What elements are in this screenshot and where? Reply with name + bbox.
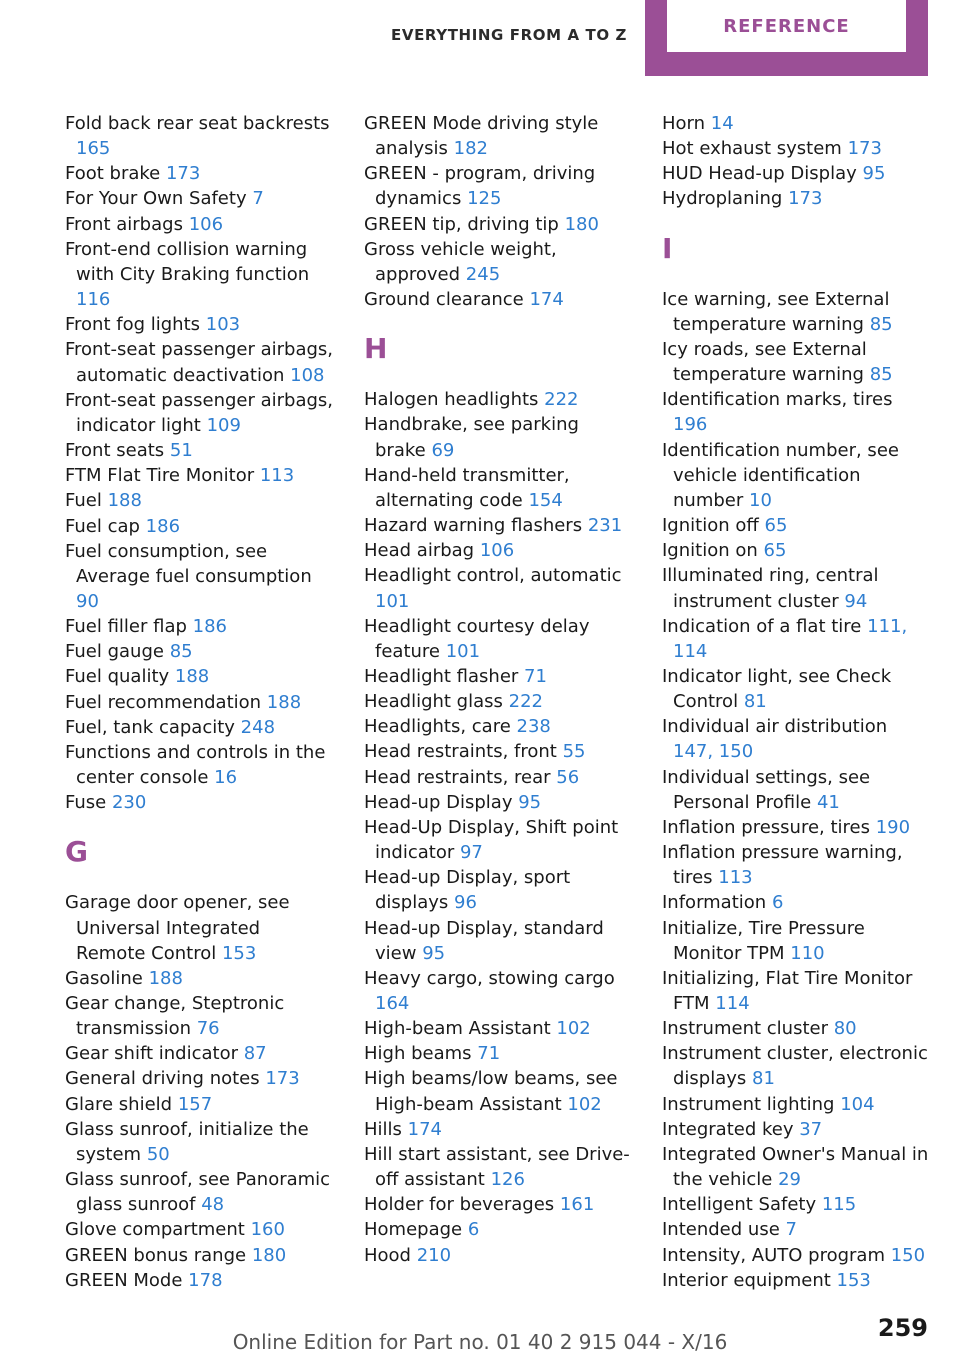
index-page-link[interactable]: 230 xyxy=(111,792,147,814)
index-entry xyxy=(65,186,335,211)
index-entry xyxy=(662,513,932,538)
index-entry-text: Head restraints, front xyxy=(364,741,557,763)
index-entry-text: Head-Up Display, Shift point indicator xyxy=(364,816,619,864)
index-page-link[interactable]: 188 xyxy=(266,691,302,713)
index-entry xyxy=(364,1066,634,1116)
index-entry xyxy=(364,815,634,865)
index-entry-text: Fuel, tank capacity xyxy=(65,716,235,738)
index-page-link[interactable]: 102 xyxy=(556,1018,591,1040)
index-entry xyxy=(364,966,634,1016)
index-page-link[interactable]: 41 xyxy=(816,791,840,813)
index-page-link[interactable]: 104 xyxy=(840,1093,875,1115)
index-entry-text: Fuel xyxy=(65,490,102,512)
index-entry-text: Icy roads, see External temperature warning xyxy=(662,338,867,386)
index-page-link[interactable]: 190 xyxy=(875,816,911,838)
index-entry xyxy=(662,966,932,1016)
index-page-link[interactable]: 245 xyxy=(465,263,501,285)
index-entry-text: Front-seat passenger airbags, indicator light xyxy=(65,389,334,436)
index-page-link[interactable]: 108 xyxy=(290,364,325,386)
index-page-link[interactable]: 85 xyxy=(869,364,893,386)
index-entry xyxy=(364,739,634,764)
index-entry xyxy=(65,715,335,740)
index-entry xyxy=(364,765,634,790)
index-page-link[interactable]: 71 xyxy=(524,665,547,687)
index-entry-text: Inflation pressure warning, tires xyxy=(662,842,903,889)
index-entry-text: Handbrake, see parking brake xyxy=(364,414,579,461)
index-entry xyxy=(662,563,932,613)
index-page-link[interactable]: 7 xyxy=(785,1219,797,1241)
index-entry xyxy=(65,438,335,463)
index-page-link[interactable]: 188 xyxy=(107,490,142,512)
index-page-link[interactable]: 71 xyxy=(477,1043,501,1065)
index-page-link[interactable]: 116 xyxy=(76,289,111,311)
index-entry xyxy=(65,463,335,488)
index-entry-text: Front fog lights xyxy=(65,314,201,336)
index-entry-text: Front airbags xyxy=(65,213,183,235)
index-page-link[interactable]: 65 xyxy=(763,540,787,562)
index-entry xyxy=(662,111,932,136)
index-page-link[interactable]: 115 xyxy=(821,1194,857,1216)
index-entry-text: Initialize, Tire Pressure Monitor TPM xyxy=(662,917,865,964)
index-entry xyxy=(662,1117,932,1142)
index-entry-text: Gear shift indicator xyxy=(65,1043,238,1065)
index-entry-text: Hill start assistant, see Drive-off assistant xyxy=(364,1143,630,1191)
index-page-link[interactable]: 56 xyxy=(556,766,580,788)
index-entry-text: Individual settings, see Personal Profile xyxy=(662,766,871,813)
index-entry-text: Instrument lighting xyxy=(662,1093,835,1115)
index-entry-text: Functions and controls in the center console xyxy=(65,741,326,789)
index-page-link[interactable]: 69 xyxy=(431,439,455,461)
index-entry-text: GREEN Mode xyxy=(65,1269,183,1291)
index-entry xyxy=(662,136,932,161)
index-entry xyxy=(364,513,634,538)
index-entry-text: Glass sunroof, see Panoramic glass sunroof xyxy=(65,1169,331,1216)
index-entry-text: Fuel recommendation xyxy=(65,691,262,713)
index-page-link[interactable]: 81 xyxy=(743,691,767,713)
index-entry xyxy=(364,689,634,714)
index-entry-text: Glare shield xyxy=(65,1093,173,1115)
index-entry xyxy=(662,1016,932,1041)
index-page-link[interactable]: 222 xyxy=(508,691,543,713)
index-entry xyxy=(662,538,932,563)
index-entry xyxy=(65,890,335,965)
index-entry xyxy=(65,740,335,790)
index-page-link[interactable]: 210 xyxy=(416,1244,452,1266)
index-entry xyxy=(364,664,634,689)
index-entry xyxy=(65,614,335,639)
index-entry-text: Headlight flasher xyxy=(364,665,519,687)
index-entry-text: Headlight courtesy delay feature xyxy=(364,615,590,662)
index-page-link[interactable]: 248 xyxy=(240,716,276,738)
index-entry-text: Hazard warning flashers xyxy=(364,515,583,537)
index-page-link[interactable]: 95 xyxy=(518,791,542,813)
index-entry-text: General driving notes xyxy=(65,1068,260,1090)
index-entry-text: Fuel quality xyxy=(65,666,170,688)
index-entry-text: Fold back rear seat backrests xyxy=(65,113,330,134)
index-entry xyxy=(65,1217,335,1242)
index-entry xyxy=(65,488,335,513)
index-entry xyxy=(364,237,634,287)
index-entry-text: Ice warning, see External temperature warning xyxy=(662,288,890,335)
index-entry-text: Hot exhaust system xyxy=(662,138,842,160)
index-entry-text: Inflation pressure, tires xyxy=(662,816,870,838)
index-entry xyxy=(662,1217,932,1242)
index-page-link[interactable]: 178 xyxy=(188,1269,223,1291)
index-entry xyxy=(662,714,932,764)
index-page-link[interactable]: 153 xyxy=(221,942,257,964)
index-entry-text: Halogen headlights xyxy=(364,389,539,411)
index-entry xyxy=(65,1066,335,1091)
index-entry-text: Foot brake xyxy=(65,163,161,185)
index-page-link[interactable]: 101 xyxy=(375,590,410,612)
index-entry xyxy=(65,212,335,237)
index-entry-text: Headlight control, automatic xyxy=(364,565,622,587)
index-entry xyxy=(364,1041,634,1066)
index-entry-text: Instrument cluster, electronic displays xyxy=(662,1043,928,1090)
index-entry xyxy=(662,1192,932,1217)
index-entry-text: Identification marks, tires xyxy=(662,389,893,411)
index-entry-text: Illuminated ring, central instrument cluster xyxy=(662,565,879,612)
index-entry xyxy=(65,539,335,614)
index-page-link[interactable]: 153 xyxy=(836,1269,871,1291)
index-page-link[interactable]: 125 xyxy=(467,188,502,210)
index-entry-text: Gross vehicle weight, approved xyxy=(364,238,557,285)
index-entry-text: Glass sunroof, initialize the system xyxy=(65,1118,309,1165)
index-page-link[interactable]: 196 xyxy=(673,414,708,436)
index-page-link[interactable]: 14 xyxy=(710,113,734,134)
index-entry xyxy=(662,664,932,714)
index-entry xyxy=(65,1167,335,1217)
index-page-link[interactable]: 164 xyxy=(375,993,410,1014)
index-entry xyxy=(662,1268,932,1293)
index-entry-text: Indication of a flat tire xyxy=(662,615,862,637)
index-page-link[interactable]: 10 xyxy=(749,489,772,511)
index-entry xyxy=(65,337,335,387)
index-entry-text: Fuel consumption, see Average fuel consumption xyxy=(65,540,312,587)
index-entry-text: Integrated key xyxy=(662,1118,794,1140)
index-entry-text: Fuel cap xyxy=(65,515,140,537)
section-title: EVERYTHING FROM A TO Z xyxy=(391,26,627,44)
index-page-link[interactable]: 110 xyxy=(790,942,825,964)
index-page-link[interactable]: 114 xyxy=(715,993,750,1014)
index-page-link[interactable]: 95 xyxy=(422,942,446,964)
index-page-link[interactable]: 85 xyxy=(169,641,193,663)
index-page-link[interactable]: 90 xyxy=(76,590,99,612)
index-entry-text: GREEN tip, driving tip xyxy=(364,213,559,235)
index-entry-text: Identification number, see vehicle identification number xyxy=(662,439,899,511)
index-page-link[interactable]: 6 xyxy=(771,892,784,914)
index-entry xyxy=(65,312,335,337)
index-page-link[interactable]: 180 xyxy=(564,213,599,235)
index-entry-text: Head airbag xyxy=(364,540,475,562)
index-entry xyxy=(662,287,932,337)
index-page-link[interactable]: 160 xyxy=(250,1219,285,1241)
index-entry xyxy=(364,538,634,563)
index-page-link[interactable]: 126 xyxy=(490,1169,525,1191)
index-entry xyxy=(65,966,335,991)
index-page-link[interactable]: 16 xyxy=(214,767,238,789)
reference-tab xyxy=(645,0,928,76)
index-entry xyxy=(65,388,335,438)
index-entry xyxy=(662,614,932,664)
index-entry xyxy=(364,287,634,312)
index-entry xyxy=(662,1243,932,1268)
index-entry-text: Indicator light, see Check Control xyxy=(662,665,892,713)
index-page-link[interactable]: 80 xyxy=(833,1018,857,1040)
index-entry xyxy=(65,664,335,689)
index-entry-text: Ground clearance xyxy=(364,289,524,311)
index-entry-text: Garage door opener, see Universal Integrated Remote Control xyxy=(65,892,290,964)
index-page-link[interactable]: 186 xyxy=(192,616,227,638)
index-entry xyxy=(65,690,335,715)
index-page-link[interactable]: 174 xyxy=(529,289,564,311)
index-page-link[interactable]: 161 xyxy=(559,1194,595,1216)
index-entry-text: Fuel gauge xyxy=(65,641,164,663)
index-entry-text: Hydroplaning xyxy=(662,188,783,210)
index-entry-text: Heavy cargo, stowing cargo xyxy=(364,967,615,989)
index-entry xyxy=(662,1092,932,1117)
index-entry xyxy=(662,890,932,915)
index-page-link[interactable]: 106 xyxy=(479,540,515,562)
index-entry xyxy=(364,387,634,412)
index-entry-text: Front-seat passenger airbags, automatic deactivation xyxy=(65,339,334,386)
index-page-link[interactable]: 96 xyxy=(454,892,477,914)
index-entry xyxy=(364,916,634,966)
index-entry-text: Fuel filler flap xyxy=(65,616,187,638)
index-entry xyxy=(364,1142,634,1192)
index-entry xyxy=(364,212,634,237)
index-entry-text: Initializing, Flat Tire Monitor FTM xyxy=(662,967,913,1014)
index-entry xyxy=(65,1243,335,1268)
index-entry xyxy=(662,916,932,966)
index-entry-text: Head restraints, rear xyxy=(364,766,551,788)
index-page-link[interactable]: 37 xyxy=(799,1118,823,1140)
index-letter-heading: H xyxy=(364,332,388,366)
index-page-link[interactable]: 76 xyxy=(196,1018,220,1040)
index-entry-text: Glove compartment xyxy=(65,1219,245,1241)
index-entry-text: Hood xyxy=(364,1244,411,1266)
index-entry-text: Intended use xyxy=(662,1219,780,1241)
index-page-link[interactable]: 238 xyxy=(516,716,551,738)
index-entry xyxy=(364,1192,634,1217)
index-entry xyxy=(364,1243,634,1268)
index-page-link[interactable]: 173 xyxy=(265,1068,300,1090)
index-page-link[interactable]: 180 xyxy=(251,1244,287,1266)
index-entry-text: High beams/low beams, see High-beam Assistant xyxy=(364,1068,618,1115)
index-page-link[interactable]: 165 xyxy=(76,138,111,160)
index-entry-text: Hills xyxy=(364,1118,402,1140)
index-entry xyxy=(364,614,634,664)
index-entry-text: Integrated Owner's Manual in the vehicle xyxy=(662,1143,929,1191)
index-page-link[interactable]: 94 xyxy=(844,590,868,612)
index-entry-text: Head-up Display, sport displays xyxy=(364,867,571,914)
index-entry-text: Homepage xyxy=(364,1219,463,1241)
index-entry xyxy=(662,815,932,840)
index-entry-text: Head-up Display, standard view xyxy=(364,917,604,964)
index-entry-text: FTM Flat Tire Monitor xyxy=(65,465,255,487)
index-page-link[interactable]: 222 xyxy=(544,389,579,411)
index-entry-text: Front-end collision warning with City Braking function xyxy=(65,238,310,285)
index-page-link[interactable]: 231 xyxy=(587,515,623,537)
index-entry-text: GREEN - program, driving dynamics xyxy=(364,163,596,210)
index-column-3 xyxy=(662,111,932,1293)
index-entry xyxy=(65,1092,335,1117)
index-entry-text: Hand-held transmitter, alternating code xyxy=(364,464,570,511)
index-page-link[interactable]: 50 xyxy=(146,1143,170,1165)
index-page-link[interactable]: 154 xyxy=(528,489,563,511)
index-entry xyxy=(364,714,634,739)
index-entry xyxy=(65,237,335,312)
index-entry xyxy=(364,1217,634,1242)
index-entry xyxy=(364,1117,634,1142)
index-entry xyxy=(65,1117,335,1167)
index-entry-text: Individual air distribution xyxy=(662,716,888,738)
index-entry xyxy=(662,186,932,211)
index-entry-text: Fuse xyxy=(65,792,107,814)
index-entry-text: Gear change, Steptronic transmission xyxy=(65,993,285,1040)
index-page-link[interactable]: 147, 150 xyxy=(673,741,754,763)
index-column-2 xyxy=(364,111,634,1268)
index-page-link[interactable]: 102 xyxy=(567,1093,602,1115)
index-page-link[interactable]: 65 xyxy=(764,515,788,537)
index-page-link[interactable]: 51 xyxy=(169,440,193,462)
index-page-link[interactable]: 87 xyxy=(243,1043,267,1065)
index-page-link[interactable]: 106 xyxy=(188,213,224,235)
index-entry-text: High-beam Assistant xyxy=(364,1018,551,1040)
index-entry-text: Headlights, care xyxy=(364,716,511,738)
index-page-link[interactable]: 81 xyxy=(752,1068,775,1090)
index-page-link[interactable]: 85 xyxy=(869,313,893,335)
index-page-link[interactable]: 150 xyxy=(890,1244,926,1266)
index-page-link[interactable]: 29 xyxy=(778,1169,802,1191)
footer-edition: Online Edition for Part no. 01 40 2 915 044 - X/16 xyxy=(232,1330,728,1354)
index-page-link[interactable]: 113 xyxy=(259,465,295,487)
index-entry xyxy=(65,639,335,664)
index-entry xyxy=(65,161,335,186)
index-entry xyxy=(364,463,634,513)
index-entry xyxy=(364,412,634,462)
index-page-link[interactable]: 7 xyxy=(252,188,264,210)
index-page-link[interactable]: 173 xyxy=(847,138,882,160)
index-entry xyxy=(65,790,335,815)
index-entry xyxy=(662,387,932,437)
index-entry-text: HUD Head-up Display xyxy=(662,163,857,185)
index-entry-text: Gasoline xyxy=(65,967,143,989)
index-entry xyxy=(364,161,634,211)
index-entry xyxy=(65,1268,335,1293)
index-entry-text: Head-up Display xyxy=(364,791,513,813)
index-page-link[interactable]: 97 xyxy=(459,842,483,864)
index-entry-text: Headlight glass xyxy=(364,691,503,713)
index-page-link[interactable]: 188 xyxy=(174,666,210,688)
index-entry xyxy=(364,1016,634,1041)
index-entry xyxy=(662,1041,932,1091)
index-entry xyxy=(65,991,335,1041)
index-page-link[interactable]: 48 xyxy=(201,1194,225,1216)
index-entry-text: Instrument cluster xyxy=(662,1018,828,1040)
index-entry-text: Information xyxy=(662,892,767,914)
index-entry xyxy=(662,765,932,815)
index-entry-text: GREEN Mode driving style analysis xyxy=(364,113,599,160)
index-page-link[interactable]: 188 xyxy=(148,967,183,989)
index-page-link[interactable]: 103 xyxy=(205,314,241,336)
index-entry xyxy=(364,865,634,915)
index-entry xyxy=(662,840,932,890)
index-page-link[interactable]: 55 xyxy=(562,741,586,763)
index-entry xyxy=(662,161,932,186)
index-page-link[interactable]: 173 xyxy=(788,188,823,210)
index-entry xyxy=(364,111,634,161)
index-page-link[interactable]: 111, 114 xyxy=(673,615,908,662)
index-page-link[interactable]: 95 xyxy=(862,163,886,185)
index-entry xyxy=(662,438,932,513)
index-page-link[interactable]: 109 xyxy=(206,414,241,436)
index-page-link[interactable]: 157 xyxy=(177,1093,213,1115)
index-entry xyxy=(65,514,335,539)
index-entry xyxy=(65,1041,335,1066)
index-entry xyxy=(364,790,634,815)
index-entry xyxy=(364,563,634,613)
index-page-link[interactable]: 173 xyxy=(165,163,201,185)
index-entry-text: Horn xyxy=(662,113,706,134)
index-column-1 xyxy=(65,111,335,1293)
index-entry-text: Interior equipment xyxy=(662,1269,831,1291)
index-entry-text: Front seats xyxy=(65,440,165,462)
index-entry-text: Ignition off xyxy=(662,515,759,537)
index-entry-text: Intelligent Safety xyxy=(662,1194,817,1216)
index-letter-heading: I xyxy=(662,231,673,265)
index-entry-text: For Your Own Safety xyxy=(65,188,247,210)
index-page-link[interactable]: 101 xyxy=(445,640,481,662)
index-entry-text: Ignition on xyxy=(662,540,758,562)
page-number: 259 xyxy=(877,1314,928,1342)
reference-tab-label: REFERENCE xyxy=(667,0,906,52)
index-page-link[interactable]: 113 xyxy=(718,867,753,889)
index-page-link[interactable]: 186 xyxy=(145,515,181,537)
index-entry-text: Holder for beverages xyxy=(364,1194,555,1216)
index-page-link[interactable]: 6 xyxy=(467,1219,480,1241)
index-letter-heading: G xyxy=(65,835,88,869)
index-page-link[interactable]: 182 xyxy=(453,138,488,160)
index-entry xyxy=(662,337,932,387)
index-entry-text: GREEN bonus range xyxy=(65,1244,247,1266)
index-entry-text: High beams xyxy=(364,1043,472,1065)
index-entry-text: Intensity, AUTO program xyxy=(662,1244,885,1266)
index-entry xyxy=(65,111,335,161)
index-entry xyxy=(662,1142,932,1192)
index-page-link[interactable]: 174 xyxy=(407,1118,443,1140)
